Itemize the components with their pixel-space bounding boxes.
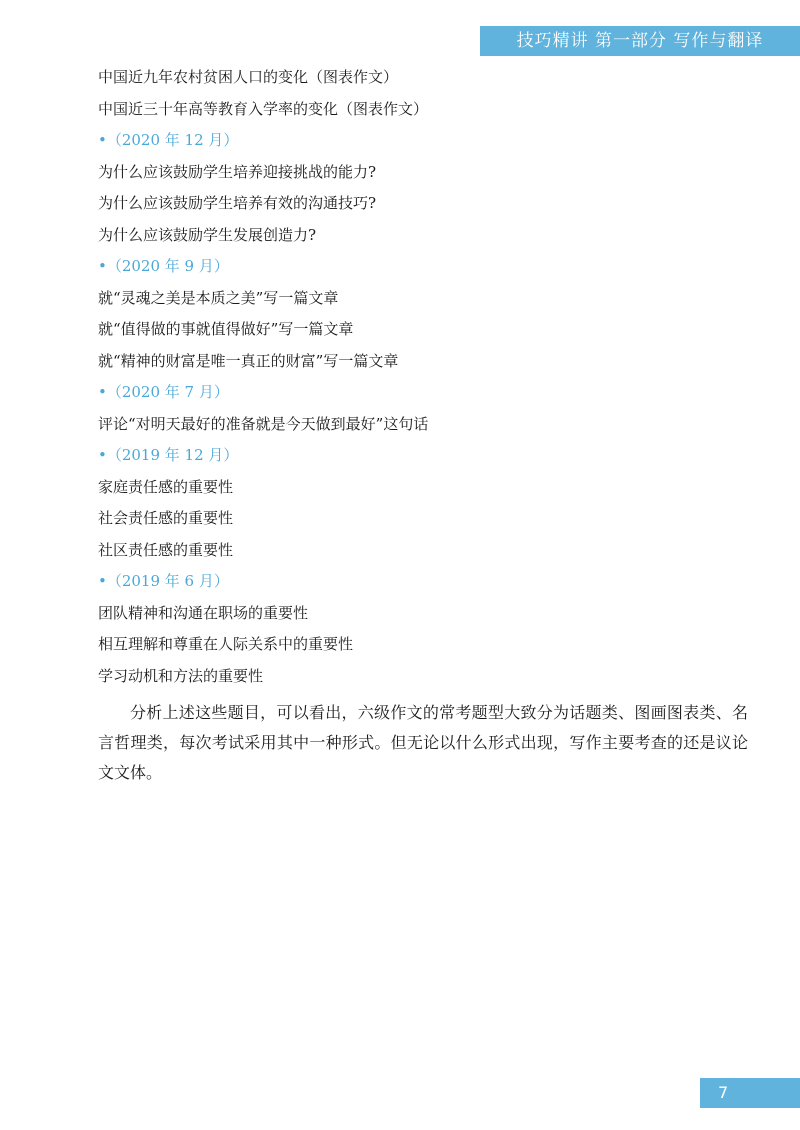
topic-item: 为什么应该鼓励学生培养有效的沟通技巧? bbox=[98, 194, 377, 212]
exam-date-label: •（2020 年 12 月） bbox=[98, 131, 239, 149]
exam-date-label: •（2019 年 12 月） bbox=[98, 446, 239, 464]
topic-item: 团队精神和沟通在职场的重要性 bbox=[98, 603, 309, 622]
exam-date-label: •（2020 年 7 月） bbox=[98, 383, 229, 401]
topic-item: 评论“对明天最好的准备就是今天做到最好”这句话 bbox=[98, 414, 429, 433]
topic-item: 相互理解和尊重在人际关系中的重要性 bbox=[98, 635, 354, 653]
topic-item: 为什么应该鼓励学生培养迎接挑战的能力? bbox=[98, 162, 377, 181]
exam-date-label: •（2019 年 6 月） bbox=[98, 572, 229, 590]
topic-item: 家庭责任感的重要性 bbox=[98, 477, 234, 496]
topic-item: 为什么应该鼓励学生发展创造力? bbox=[98, 225, 317, 244]
topic-item: 社会责任感的重要性 bbox=[98, 509, 234, 527]
topic-item: 学习动机和方法的重要性 bbox=[98, 666, 264, 685]
topic-list bbox=[98, 62, 748, 692]
topic-item: 就“灵魂之美是本质之美”写一篇文章 bbox=[98, 288, 339, 307]
topic-item: 就“精神的财富是唯一真正的财富”写一篇文章 bbox=[98, 351, 399, 370]
section-header: 技巧精讲 第一部分 写作与翻译 bbox=[480, 26, 800, 56]
summary-paragraph: 分析上述这些题目，可以看出，六级作文的常考题型大致分为话题类、图画图表类、名言哲理类，每次考试采用其中一种形式。但无论以什么形式出现，写作主要考查的还是议论文文体。 bbox=[98, 703, 748, 782]
topic-item: 社区责任感的重要性 bbox=[98, 540, 234, 559]
exam-date-label: •（2020 年 9 月） bbox=[98, 257, 229, 275]
topic-item: 中国近三十年高等教育入学率的变化（图表作文） bbox=[98, 99, 429, 118]
topic-item: 就“值得做的事就值得做好”写一篇文章 bbox=[98, 320, 354, 338]
page-number: 7 bbox=[700, 1078, 800, 1108]
topic-item: 中国近九年农村贫困人口的变化（图表作文） bbox=[98, 68, 399, 86]
